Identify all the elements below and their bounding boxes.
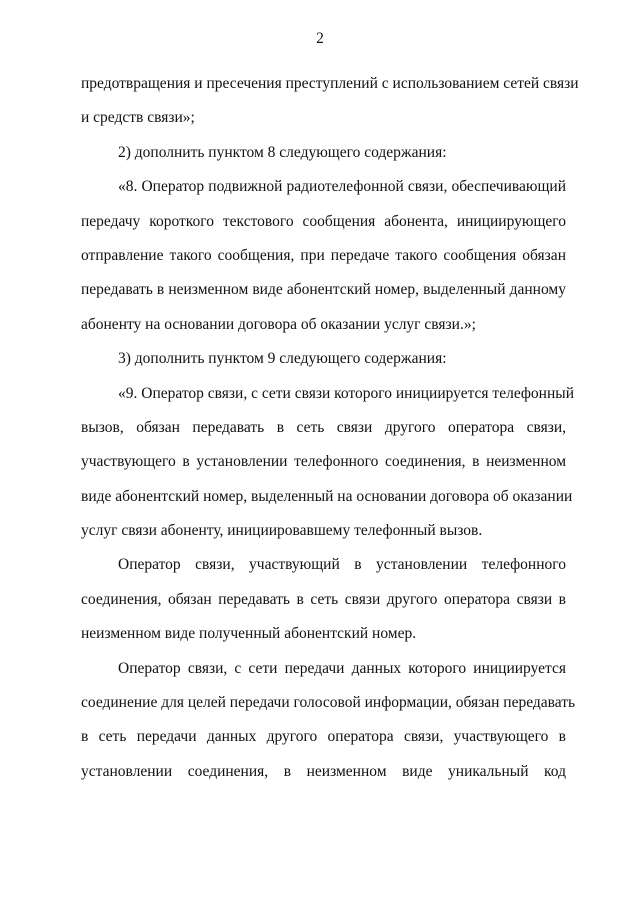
document-body — [81, 74, 579, 796]
text-line: «8. Оператор подвижной радиотелефонной связи, обеспечивающий — [118, 178, 566, 196]
text-line: передавать в неизменном виде абонентский номер, выделенный данному — [81, 281, 566, 299]
text-line: 2) дополнить пунктом 8 следующего содержания: — [118, 143, 447, 161]
text-line: неизменном виде полученный абонентский номер. — [81, 625, 417, 643]
text-line: отправление такого сообщения, при передаче такого сообщения обязан — [81, 246, 566, 264]
text-line: в сеть передачи данных другого оператора связи, участвующего в — [81, 728, 566, 746]
text-line: и средств связи»; — [81, 109, 195, 127]
text-line: 3) дополнить пунктом 9 следующего содержания: — [118, 350, 447, 368]
text-line: Оператор связи, участвующий в установлении телефонного — [118, 556, 566, 574]
text-line: передачу короткого текстового сообщения абонента, инициирующего — [81, 212, 566, 230]
text-line: соединение для целей передачи голосовой информации, обязан передавать — [81, 694, 576, 712]
text-line: «9. Оператор связи, с сети связи которого инициируется телефонный — [118, 384, 574, 402]
page-number: 2 — [316, 30, 324, 47]
text-line: установлении соединения, в неизменном виде уникальный код — [81, 762, 566, 780]
text-line: соединения, обязан передавать в сеть связи другого оператора связи в — [81, 590, 566, 608]
text-line: услуг связи абоненту, инициировавшему телефонный вызов. — [81, 522, 483, 540]
text-line: предотвращения и пресечения преступлений с использованием сетей связи — [81, 75, 579, 92]
text-line: абоненту на основании договора об оказании услуг связи.»; — [81, 315, 476, 333]
text-line: участвующего в установлении телефонного соединения, в неизменном — [81, 453, 566, 471]
text-line: виде абонентский номер, выделенный на основании договора об оказании — [81, 487, 573, 505]
text-line: вызов, обязан передавать в сеть связи другого оператора связи, — [81, 418, 566, 436]
text-line: Оператор связи, с сети передачи данных которого инициируется — [118, 659, 566, 677]
